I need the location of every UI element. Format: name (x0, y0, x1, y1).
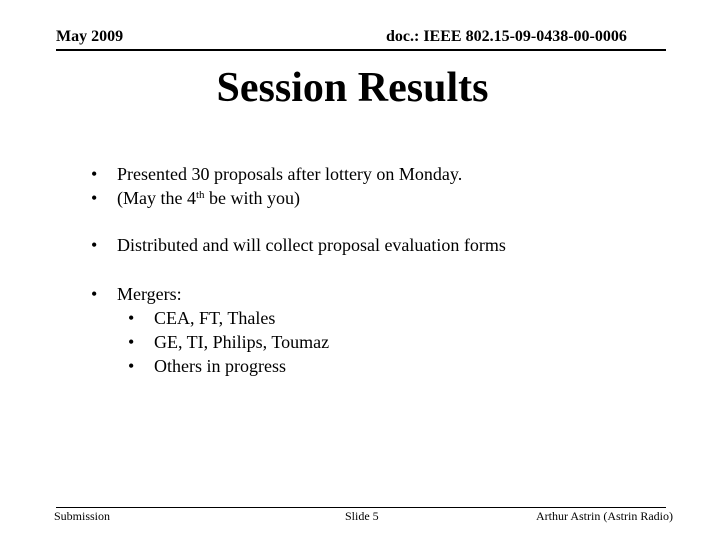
bullet-icon: • (91, 235, 98, 255)
bullet-icon: • (128, 356, 135, 376)
header-date: May 2009 (56, 28, 124, 45)
bullet-icon: • (91, 284, 98, 304)
bullet-icon: • (91, 188, 98, 208)
bullet-text: Mergers: (117, 284, 182, 304)
bullet-icon: • (91, 164, 98, 184)
bullet-text: Presented 30 proposals after lottery on Monday. (117, 164, 463, 184)
bullet-icon: • (128, 308, 135, 328)
sub-bullet-text: GE, TI, Philips, Toumaz (154, 332, 330, 352)
footer-author: Arthur Astrin (Astrin Radio) (536, 509, 673, 523)
slide-title: Session Results (216, 65, 489, 111)
sub-bullet-text: CEA, FT, Thales (154, 308, 276, 328)
header-rule (56, 49, 666, 51)
footer-rule (56, 507, 666, 508)
footer-submission: Submission (54, 509, 111, 523)
bullet-text: Distributed and will collect proposal evaluation forms (117, 235, 506, 255)
bullet-text: (May the 4th be with you) (117, 188, 301, 208)
footer-slide-number: Slide 5 (345, 509, 379, 523)
sub-bullet-text: Others in progress (154, 356, 286, 376)
bullet-icon: • (128, 332, 135, 352)
header-doc-id: doc.: IEEE 802.15-09-0438-00-0006 (386, 28, 627, 45)
